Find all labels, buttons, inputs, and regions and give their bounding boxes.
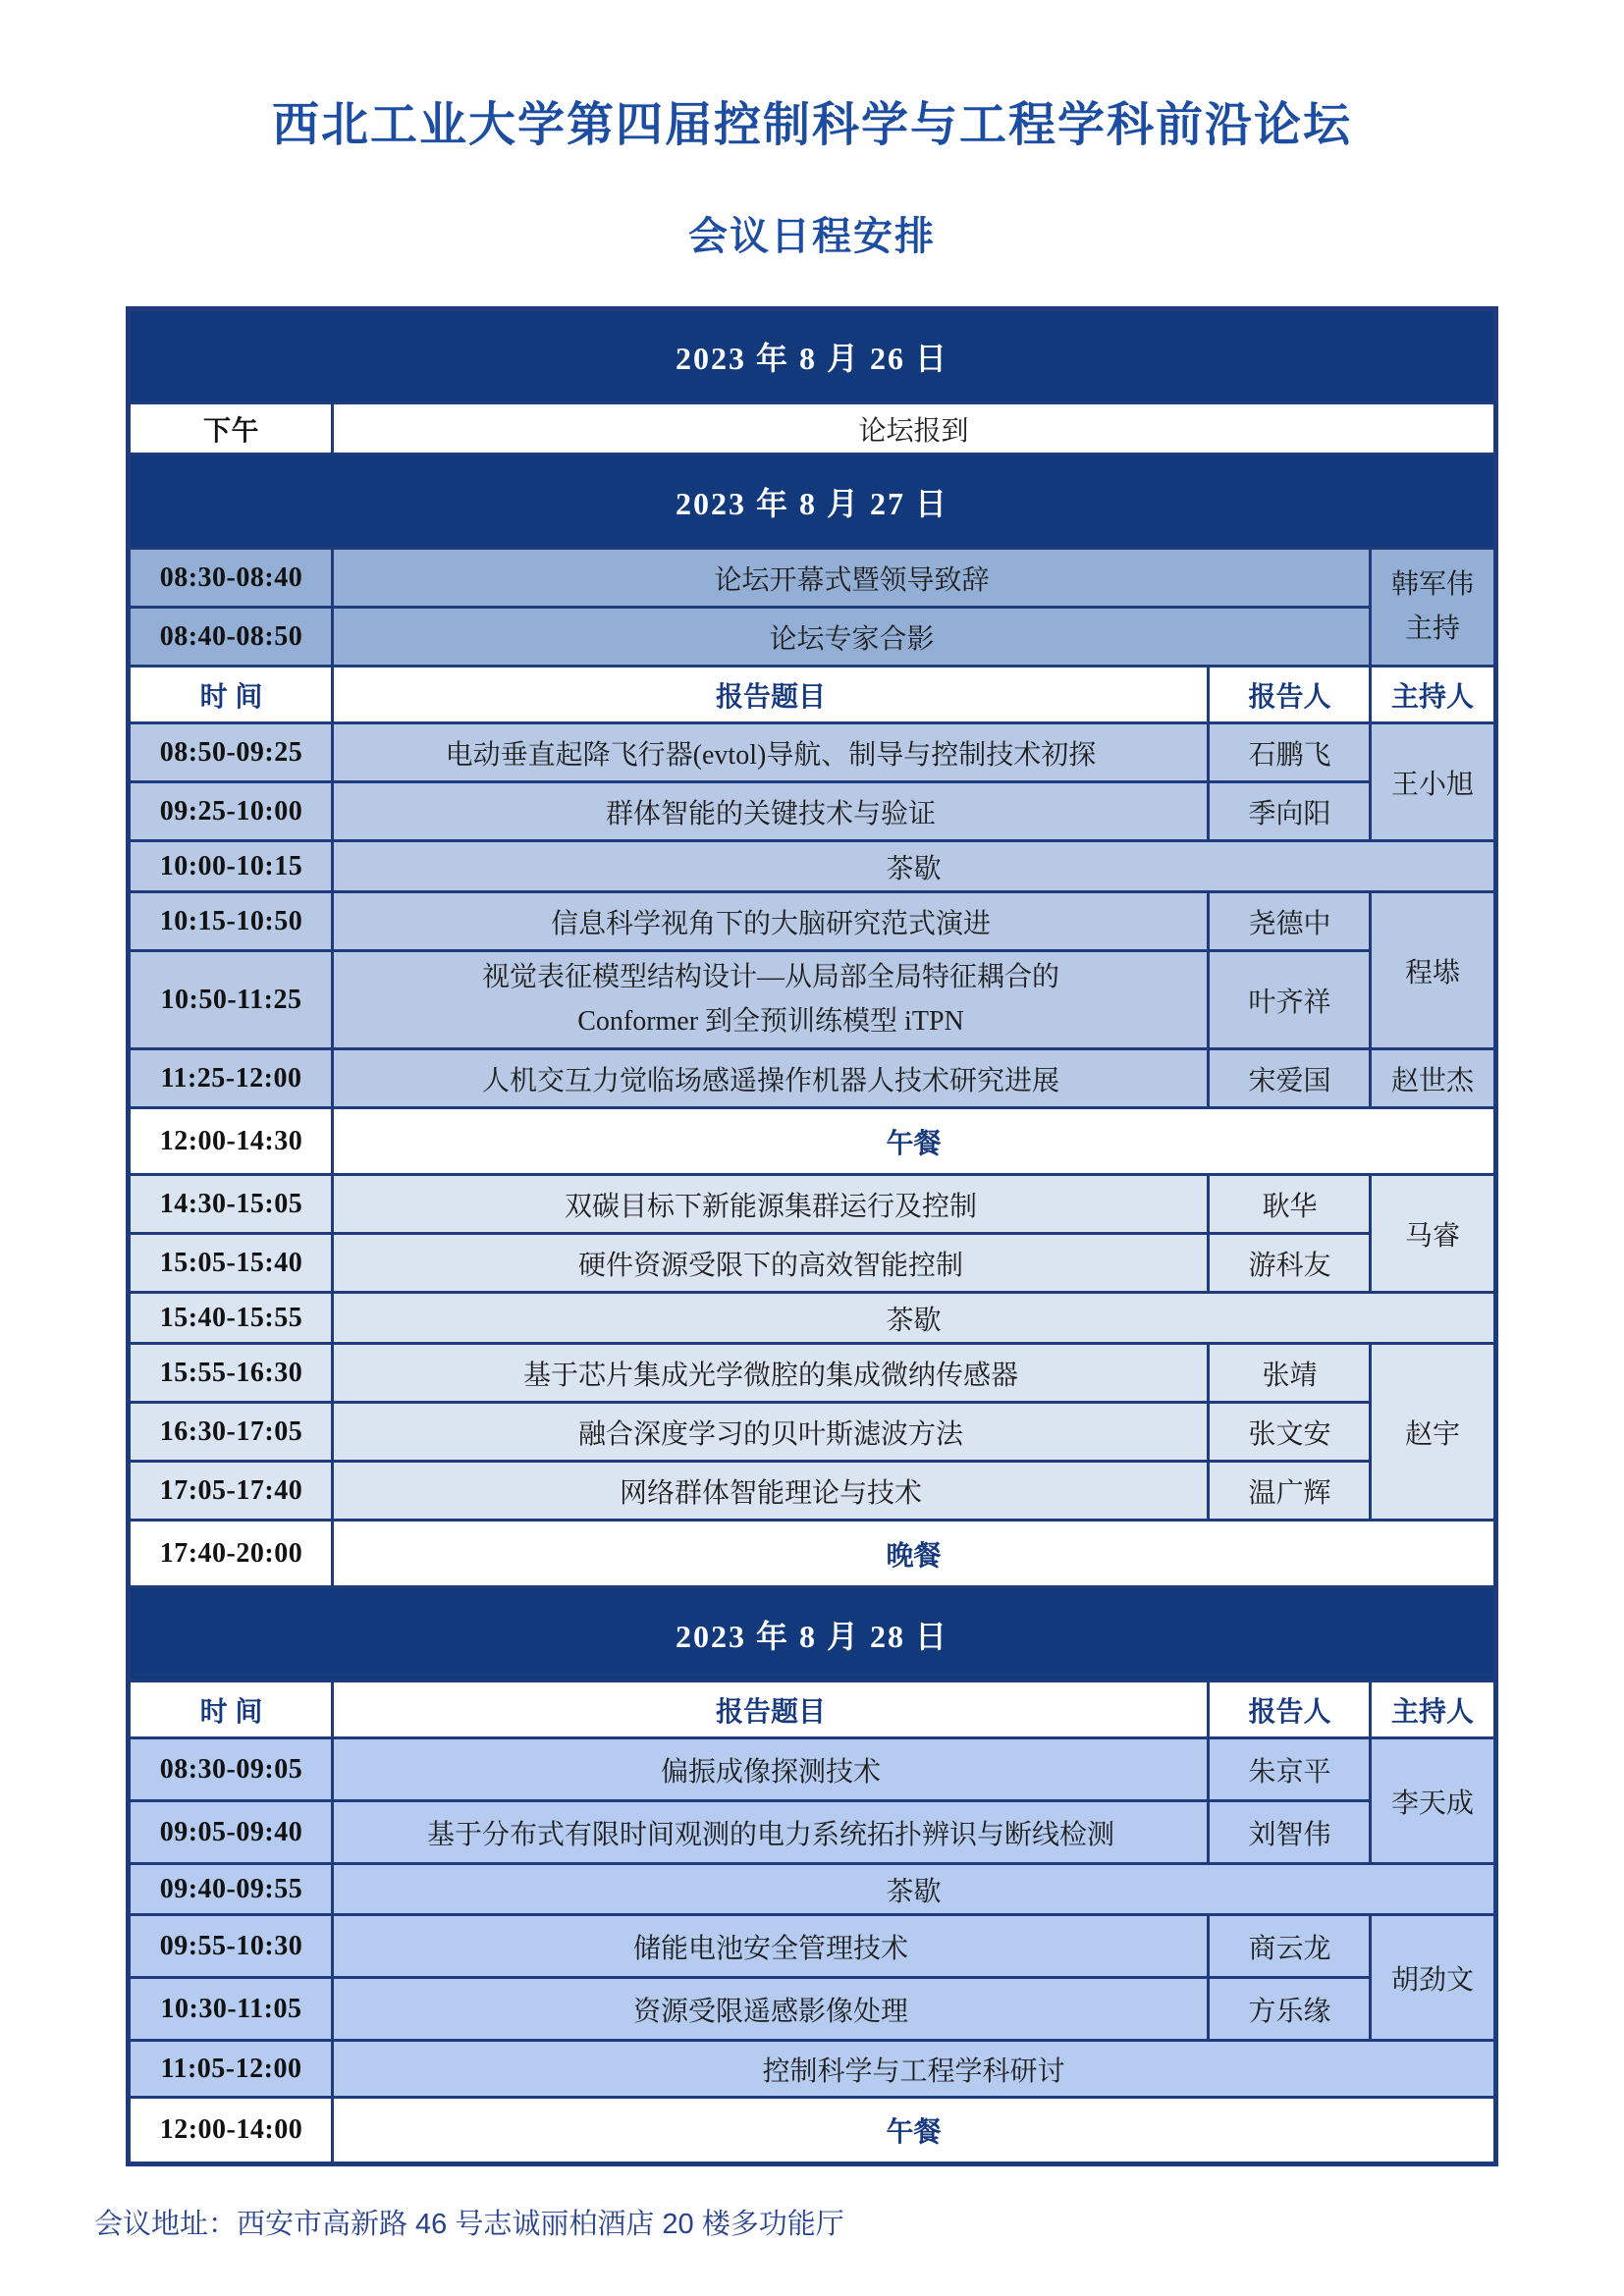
event-cell: 控制科学与工程学科研讨 xyxy=(333,2041,1495,2098)
time-cell: 08:30-09:05 xyxy=(129,1738,333,1801)
speaker-cell: 张文安 xyxy=(1209,1403,1371,1462)
talk-title-cell: 基于芯片集成光学微腔的集成微纳传感器 xyxy=(333,1344,1209,1403)
table-row xyxy=(129,892,1495,951)
talk-title-cell: 硬件资源受限下的高效智能控制 xyxy=(333,1234,1209,1293)
time-cell: 下午 xyxy=(129,403,333,454)
speaker-cell: 季向阳 xyxy=(1209,782,1371,841)
table-row xyxy=(129,1108,1495,1175)
host-cell: 王小旭 xyxy=(1371,723,1495,841)
table-row xyxy=(129,667,1495,723)
time-cell: 08:40-08:50 xyxy=(129,608,333,667)
host-cell xyxy=(1371,549,1495,667)
table-row xyxy=(129,1801,1495,1864)
meal-cell: 晚餐 xyxy=(333,1521,1495,1587)
table-row xyxy=(129,1587,1495,1682)
table-row xyxy=(129,1234,1495,1293)
table-row xyxy=(129,1682,1495,1738)
speaker-cell: 尧德中 xyxy=(1209,892,1371,951)
time-cell: 09:55-10:30 xyxy=(129,1915,333,1978)
table-row xyxy=(129,1344,1495,1403)
table-row xyxy=(129,782,1495,841)
column-header-speaker: 报告人 xyxy=(1209,667,1371,723)
talk-title-cell: 双碳目标下新能源集群运行及控制 xyxy=(333,1175,1209,1234)
time-cell: 10:00-10:15 xyxy=(129,841,333,892)
speaker-cell: 方乐缘 xyxy=(1209,1978,1371,2041)
break-cell: 茶歇 xyxy=(333,841,1495,892)
time-cell: 11:05-12:00 xyxy=(129,2041,333,2098)
table-row xyxy=(129,1738,1495,1801)
speaker-cell: 刘智伟 xyxy=(1209,1801,1371,1864)
time-cell: 15:05-15:40 xyxy=(129,1234,333,1293)
talk-title-cell: 融合深度学习的贝叶斯滤波方法 xyxy=(333,1403,1209,1462)
time-cell: 12:00-14:30 xyxy=(129,1108,333,1175)
table-row xyxy=(129,1049,1495,1108)
cell-line: 韩军伟 xyxy=(1390,568,1474,600)
column-header-time: 时 间 xyxy=(129,1682,333,1738)
host-cell: 胡劲文 xyxy=(1371,1915,1495,2041)
page-title: 西北工业大学第四届控制科学与工程学科前沿论坛 xyxy=(271,99,1352,151)
table-row xyxy=(129,1175,1495,1234)
time-cell: 11:25-12:00 xyxy=(129,1049,333,1108)
time-cell: 10:50-11:25 xyxy=(129,951,333,1049)
table-row xyxy=(129,841,1495,892)
host-cell: 马睿 xyxy=(1371,1175,1495,1293)
table-row xyxy=(129,1521,1495,1587)
speaker-cell: 张靖 xyxy=(1209,1344,1371,1403)
speaker-cell: 温广辉 xyxy=(1209,1462,1371,1521)
table-row xyxy=(129,608,1495,667)
column-header-speaker: 报告人 xyxy=(1209,1682,1371,1738)
conference-schedule-page xyxy=(0,86,1624,2296)
speaker-cell: 朱京平 xyxy=(1209,1738,1371,1801)
time-cell: 09:05-09:40 xyxy=(129,1801,333,1864)
table-row xyxy=(129,951,1495,1049)
time-cell: 16:30-17:05 xyxy=(129,1403,333,1462)
talk-title-cell: 网络群体智能理论与技术 xyxy=(333,1462,1209,1521)
cell-line: 视觉表征模型结构设计—从局部全局特征耦合的 xyxy=(481,961,1059,992)
venue-address: 会议地址：西安市高新路 46 号志诚丽柏酒店 20 楼多功能厅 xyxy=(94,2209,844,2240)
date-band-aug26: 2023 年 8 月 26 日 xyxy=(129,309,1495,403)
table-row xyxy=(129,1864,1495,1915)
event-cell: 论坛报到 xyxy=(333,403,1495,454)
page-subtitle: 会议日程安排 xyxy=(688,215,936,258)
table-row xyxy=(129,1293,1495,1344)
speaker-cell: 宋爱国 xyxy=(1209,1049,1371,1108)
time-cell: 17:40-20:00 xyxy=(129,1521,333,1587)
date-band-aug27: 2023 年 8 月 27 日 xyxy=(129,454,1495,549)
talk-title-cell: 储能电池安全管理技术 xyxy=(333,1915,1209,1978)
speaker-cell: 叶齐祥 xyxy=(1209,951,1371,1049)
schedule-table xyxy=(126,306,1497,2166)
table-row xyxy=(129,2041,1495,2098)
talk-title-cell: 基于分布式有限时间观测的电力系统拓扑辨识与断线检测 xyxy=(333,1801,1209,1864)
talk-title-cell: 电动垂直起降飞行器(evtol)导航、制导与控制技术初探 xyxy=(333,723,1209,782)
talk-title-cell: 资源受限遥感影像处理 xyxy=(333,1978,1209,2041)
time-cell: 12:00-14:00 xyxy=(129,2098,333,2164)
event-cell: 论坛开幕式暨领导致辞 xyxy=(333,549,1371,608)
table-row xyxy=(129,1978,1495,2041)
time-cell: 15:55-16:30 xyxy=(129,1344,333,1403)
table-row xyxy=(129,2098,1495,2164)
table-row xyxy=(129,1462,1495,1521)
time-cell: 14:30-15:05 xyxy=(129,1175,333,1234)
column-header-host: 主持人 xyxy=(1371,667,1495,723)
time-cell: 10:15-10:50 xyxy=(129,892,333,951)
speaker-cell: 商云龙 xyxy=(1209,1915,1371,1978)
host-cell: 赵宇 xyxy=(1371,1344,1495,1521)
table-row xyxy=(129,1403,1495,1462)
host-cell: 程塨 xyxy=(1371,892,1495,1049)
meal-cell: 午餐 xyxy=(333,1108,1495,1175)
host-cell: 李天成 xyxy=(1371,1738,1495,1864)
speaker-cell: 耿华 xyxy=(1209,1175,1371,1234)
date-band-aug28: 2023 年 8 月 28 日 xyxy=(129,1587,1495,1682)
time-cell: 10:30-11:05 xyxy=(129,1978,333,2041)
talk-title-cell xyxy=(333,951,1209,1049)
time-cell: 08:30-08:40 xyxy=(129,549,333,608)
table-row xyxy=(129,723,1495,782)
column-header-topic: 报告题目 xyxy=(333,667,1209,723)
time-cell: 15:40-15:55 xyxy=(129,1293,333,1344)
talk-title-cell: 群体智能的关键技术与验证 xyxy=(333,782,1209,841)
column-header-time: 时 间 xyxy=(129,667,333,723)
time-cell: 08:50-09:25 xyxy=(129,723,333,782)
table-row xyxy=(129,403,1495,454)
table-row xyxy=(129,1915,1495,1978)
talk-title-cell: 偏振成像探测技术 xyxy=(333,1738,1209,1801)
speaker-cell: 石鹏飞 xyxy=(1209,723,1371,782)
table-row xyxy=(129,309,1495,403)
break-cell: 茶歇 xyxy=(333,1293,1495,1344)
table-row xyxy=(129,549,1495,608)
break-cell: 茶歇 xyxy=(333,1864,1495,1915)
talk-title-cell: 信息科学视角下的大脑研究范式演进 xyxy=(333,892,1209,951)
speaker-cell: 游科友 xyxy=(1209,1234,1371,1293)
cell-line: Conformer 到全预训练模型 iTPN xyxy=(577,1005,964,1037)
talk-title-cell: 人机交互力觉临场感遥操作机器人技术研究进展 xyxy=(333,1049,1209,1108)
cell-line: 主持 xyxy=(1404,613,1460,644)
time-cell: 09:40-09:55 xyxy=(129,1864,333,1915)
time-cell: 09:25-10:00 xyxy=(129,782,333,841)
schedule-table-body xyxy=(129,309,1495,2164)
event-cell: 论坛专家合影 xyxy=(333,608,1371,667)
column-header-host: 主持人 xyxy=(1371,1682,1495,1738)
meal-cell: 午餐 xyxy=(333,2098,1495,2164)
time-cell: 17:05-17:40 xyxy=(129,1462,333,1521)
host-cell: 赵世杰 xyxy=(1371,1049,1495,1108)
table-row xyxy=(129,454,1495,549)
column-header-topic: 报告题目 xyxy=(333,1682,1209,1738)
